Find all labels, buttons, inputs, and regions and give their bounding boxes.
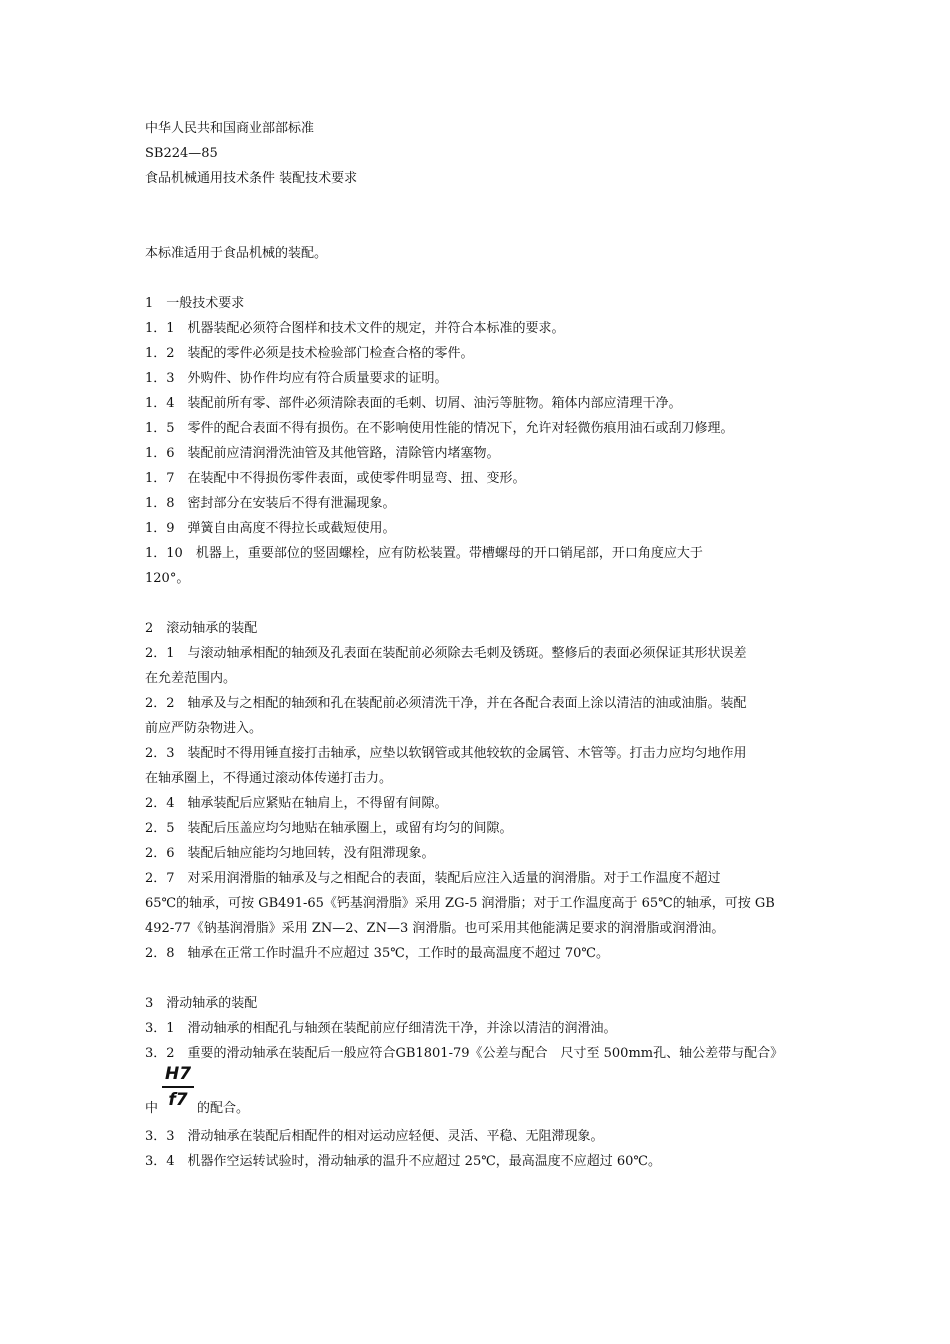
clause-1-10-line1: 1．10 机器上，重要部位的竖固螺栓，应有防松装置。带槽螺母的开口销尾部，开口角度应大于 (145, 546, 703, 561)
document-title: 食品机械通用技术条件 装配技术要求 (145, 171, 358, 186)
clause-2-1-line2: 在允差范围内。 (145, 671, 237, 686)
clause-3-2-fraction-line (145, 1066, 813, 1124)
clause-1-1: 1．1 机器装配必须符合图样和技术文件的规定，并符合本标准的要求。 (145, 321, 565, 336)
clause-2-6: 2．6 装配后轴应能均匀地回转，没有阻滞现象。 (145, 846, 435, 861)
clause-3-3: 3．3 滑动轴承在装配后相配件的相对运动应轻便、灵活、平稳、无阻滞现象。 (145, 1129, 604, 1144)
clause-2-3-line1: 2．3 装配时不得用锤直接打击轴承，应垫以软钢管或其他较软的金属管、木管等。打击力应均匀地作用 (145, 746, 747, 761)
clause-1-8: 1．8 密封部分在安装后不得有泄漏现象。 (145, 496, 396, 511)
fraction-numerator: H7 (162, 1064, 194, 1088)
document-body (145, 116, 813, 1174)
clause-1-3: 1．3 外购件、协作件均应有符合质量要求的证明。 (145, 371, 448, 386)
clause-3-2-prefix: 中 (145, 1101, 159, 1116)
clause-2-5: 2．5 装配后压盖应均匀地贴在轴承圈上，或留有均匀的间隙。 (145, 821, 513, 836)
clause-2-3-line2: 在轴承圈上，不得通过滚动体传递打击力。 (145, 771, 393, 786)
clause-2-2-line1: 2．2 轴承及与之相配的轴颈和孔在装配前必须清洗干净，并在各配合表面上涂以清洁的油或油脂。装配 (145, 696, 747, 711)
clause-1-9: 1．9 弹簧自由高度不得拉长或截短使用。 (145, 521, 396, 536)
clause-1-4: 1．4 装配前所有零、部件必须清除表面的毛刺、切屑、油污等脏物。箱体内部应清理干净。 (145, 396, 682, 411)
clause-1-2: 1．2 装配的零件必须是技术检验部门检查合格的零件。 (145, 346, 474, 361)
intro-text: 本标准适用于食品机械的装配。 (145, 246, 328, 261)
clause-2-7-line3: 492-77《钠基润滑脂》采用 ZN—2、ZN—3 润滑脂。也可采用其他能满足要求的润滑脂或润滑油。 (145, 921, 725, 936)
clause-3-2-suffix: 的配合。 (197, 1101, 250, 1116)
clause-3-2-line1: 3．2 重要的滑动轴承在装配后一般应符合GB1801-79《公差与配合 尺寸至 500mm孔、轴公差带与配合》 (145, 1046, 784, 1061)
fit-fraction (162, 1064, 194, 1110)
section-1-heading: 1 一般技术要求 (145, 296, 245, 311)
section-2-heading: 2 滚动轴承的装配 (145, 621, 258, 636)
clause-2-8: 2．8 轴承在正常工作时温升不应超过 35℃，工作时的最高温度不超过 70℃。 (145, 946, 609, 961)
clause-1-5: 1．5 零件的配合表面不得有损伤。在不影响使用性能的情况下，允许对轻微伤痕用油石或刮刀修理。 (145, 421, 734, 436)
section-3-heading: 3 滑动轴承的装配 (145, 996, 258, 1011)
standard-code: SB224—85 (145, 146, 218, 161)
fraction-denominator: f7 (168, 1090, 188, 1110)
clause-2-4: 2．4 轴承装配后应紧贴在轴肩上，不得留有间隙。 (145, 796, 448, 811)
clause-3-4: 3．4 机器作空运转试验时，滑动轴承的温升不应超过 25℃，最高温度不应超过 60℃。 (145, 1154, 661, 1169)
clause-2-7-line1: 2．7 对采用润滑脂的轴承及与之相配合的表面，装配后应注入适量的润滑脂。对于工作温度不超过 (145, 871, 721, 886)
clause-1-10-line2: 120°。 (145, 571, 190, 586)
org-line: 中华人民共和国商业部部标准 (145, 121, 315, 136)
clause-1-6: 1．6 装配前应清润滑洗油管及其他管路，清除管内堵塞物。 (145, 446, 500, 461)
clause-2-7-line2: 65℃的轴承，可按 GB491-65《钙基润滑脂》采用 ZG-5 润滑脂；对于工作温度高于 65℃的轴承，可按 GB (145, 896, 775, 911)
clause-2-1-line1: 2．1 与滚动轴承相配的轴颈及孔表面在装配前必须除去毛刺及锈斑。整修后的表面必须保证其形状误差 (145, 646, 747, 661)
clause-2-2-line2: 前应严防杂物进入。 (145, 721, 263, 736)
clause-3-1: 3．1 滑动轴承的相配孔与轴颈在装配前应仔细清洗干净，并涂以清洁的润滑油。 (145, 1021, 617, 1036)
clause-1-7: 1．7 在装配中不得损伤零件表面，或使零件明显弯、扭、变形。 (145, 471, 526, 486)
